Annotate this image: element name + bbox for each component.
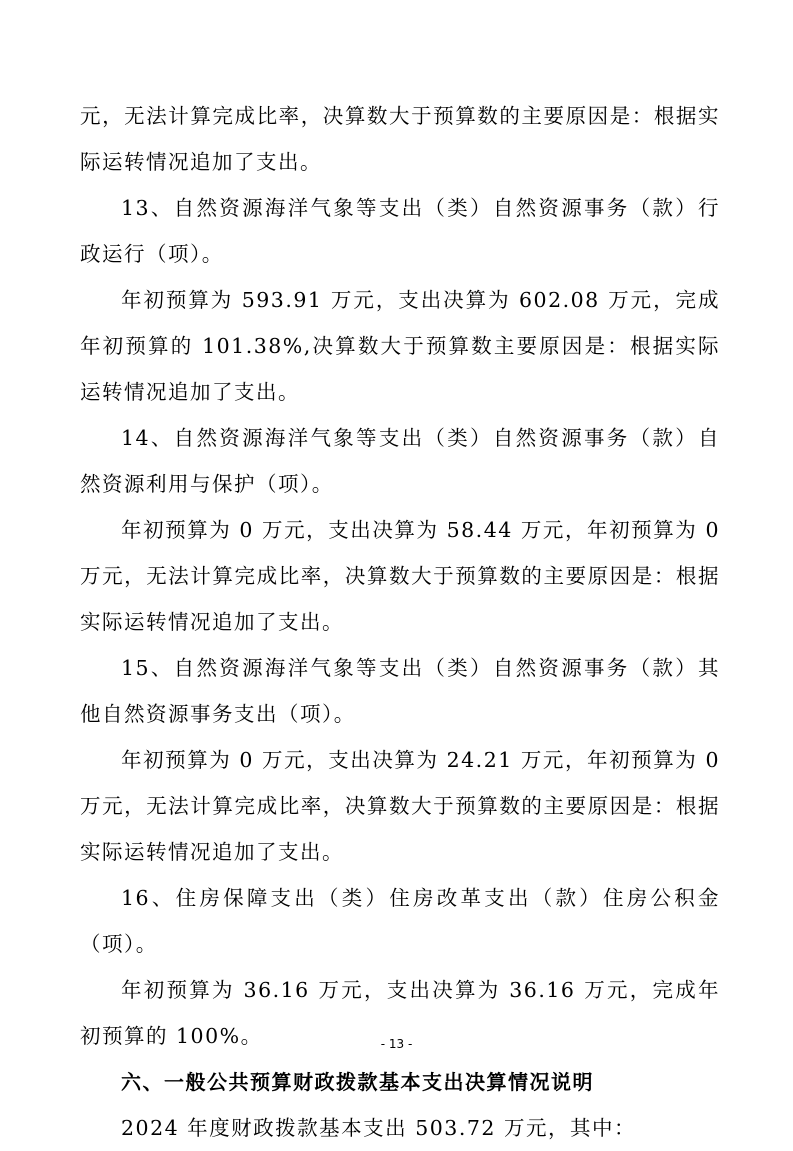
paragraph-item-14-detail: 年初预算为 0 万元，支出决算为 58.44 万元，年初预算为 0 万元，无法计算完成比率，决算数大于预算数的主要原因是：根据实际运转情况追加了支出。 bbox=[80, 518, 720, 634]
paragraph-continuation: 元，无法计算完成比率，决算数大于预算数的主要原因是：根据实际运转情况追加了支出。 bbox=[80, 104, 720, 174]
document-page bbox=[80, 93, 720, 1151]
paragraph-item-16: 16、住房保障支出（类）住房改革支出（款）住房公积金（项）。 bbox=[80, 886, 720, 956]
paragraph-item-14: 14、自然资源海洋气象等支出（类）自然资源事务（款）自然资源利用与保护（项）。 bbox=[80, 426, 720, 496]
section-heading: 六、一般公共预算财政拨款基本支出决算情况说明 bbox=[121, 1070, 594, 1094]
paragraph-item-13-detail: 年初预算为 593.91 万元，支出决算为 602.08 万元，完成年初预算的 101.38%,决算数大于预算数主要原因是：根据实际运转情况追加了支出。 bbox=[80, 288, 720, 404]
paragraph-item-16-detail: 年初预算为 36.16 万元，支出决算为 36.16 万元，完成年初预算的 100%。 bbox=[80, 978, 720, 1048]
paragraph-section-intro: 2024 年度财政拨款基本支出 503.72 万元，其中： bbox=[121, 1116, 636, 1140]
paragraph-item-15: 15、自然资源海洋气象等支出（类）自然资源事务（款）其他自然资源事务支出（项）。 bbox=[80, 656, 720, 726]
page-number: - 13 - bbox=[380, 1037, 413, 1051]
paragraph-item-13: 13、自然资源海洋气象等支出（类）自然资源事务（款）行政运行（项）。 bbox=[80, 196, 720, 266]
paragraph-item-15-detail: 年初预算为 0 万元，支出决算为 24.21 万元，年初预算为 0 万元，无法计算完成比率，决算数大于预算数的主要原因是：根据实际运转情况追加了支出。 bbox=[80, 748, 720, 864]
